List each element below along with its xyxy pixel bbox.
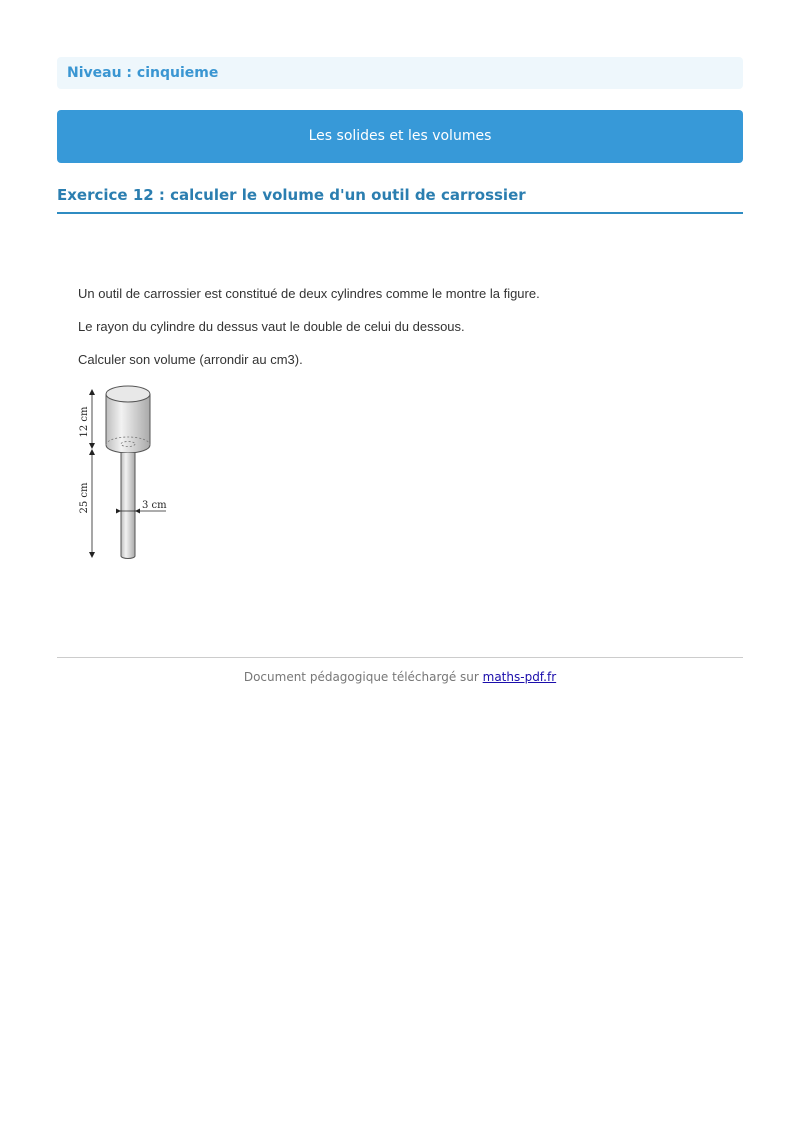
bottom-height-dimension — [79, 449, 95, 558]
topic-title: Les solides et les volumes — [308, 128, 492, 144]
exercise-statement — [78, 285, 678, 384]
top-cylinder — [106, 386, 150, 453]
tool-figure — [72, 380, 182, 569]
footer-divider — [57, 657, 743, 658]
top-height-dimension — [79, 389, 95, 449]
bottom-cylinder — [121, 453, 135, 558]
level-label: Niveau : cinquieme — [67, 65, 219, 81]
diameter-label: 3 cm — [142, 500, 167, 511]
cylinders-diagram — [72, 380, 182, 565]
level-bar — [57, 57, 743, 89]
bottom-height-label: 25 cm — [79, 482, 90, 514]
top-height-label: 12 cm — [79, 406, 90, 438]
statement-line-2: Le rayon du cylindre du dessus vaut le double de celui du dessous. — [78, 319, 465, 334]
footer — [0, 669, 800, 685]
exercise-title: Exercice 12 : calculer le volume d'un outil de carrossier — [57, 185, 743, 214]
footer-link[interactable]: maths-pdf.fr — [482, 670, 557, 684]
statement-line-3: Calculer son volume (arrondir au cm3). — [78, 352, 303, 367]
statement-line-1: Un outil de carrossier est constitué de deux cylindres comme le montre la figure. — [78, 286, 540, 301]
footer-text: Document pédagogique téléchargé sur — [243, 670, 483, 684]
topic-banner — [57, 110, 743, 163]
